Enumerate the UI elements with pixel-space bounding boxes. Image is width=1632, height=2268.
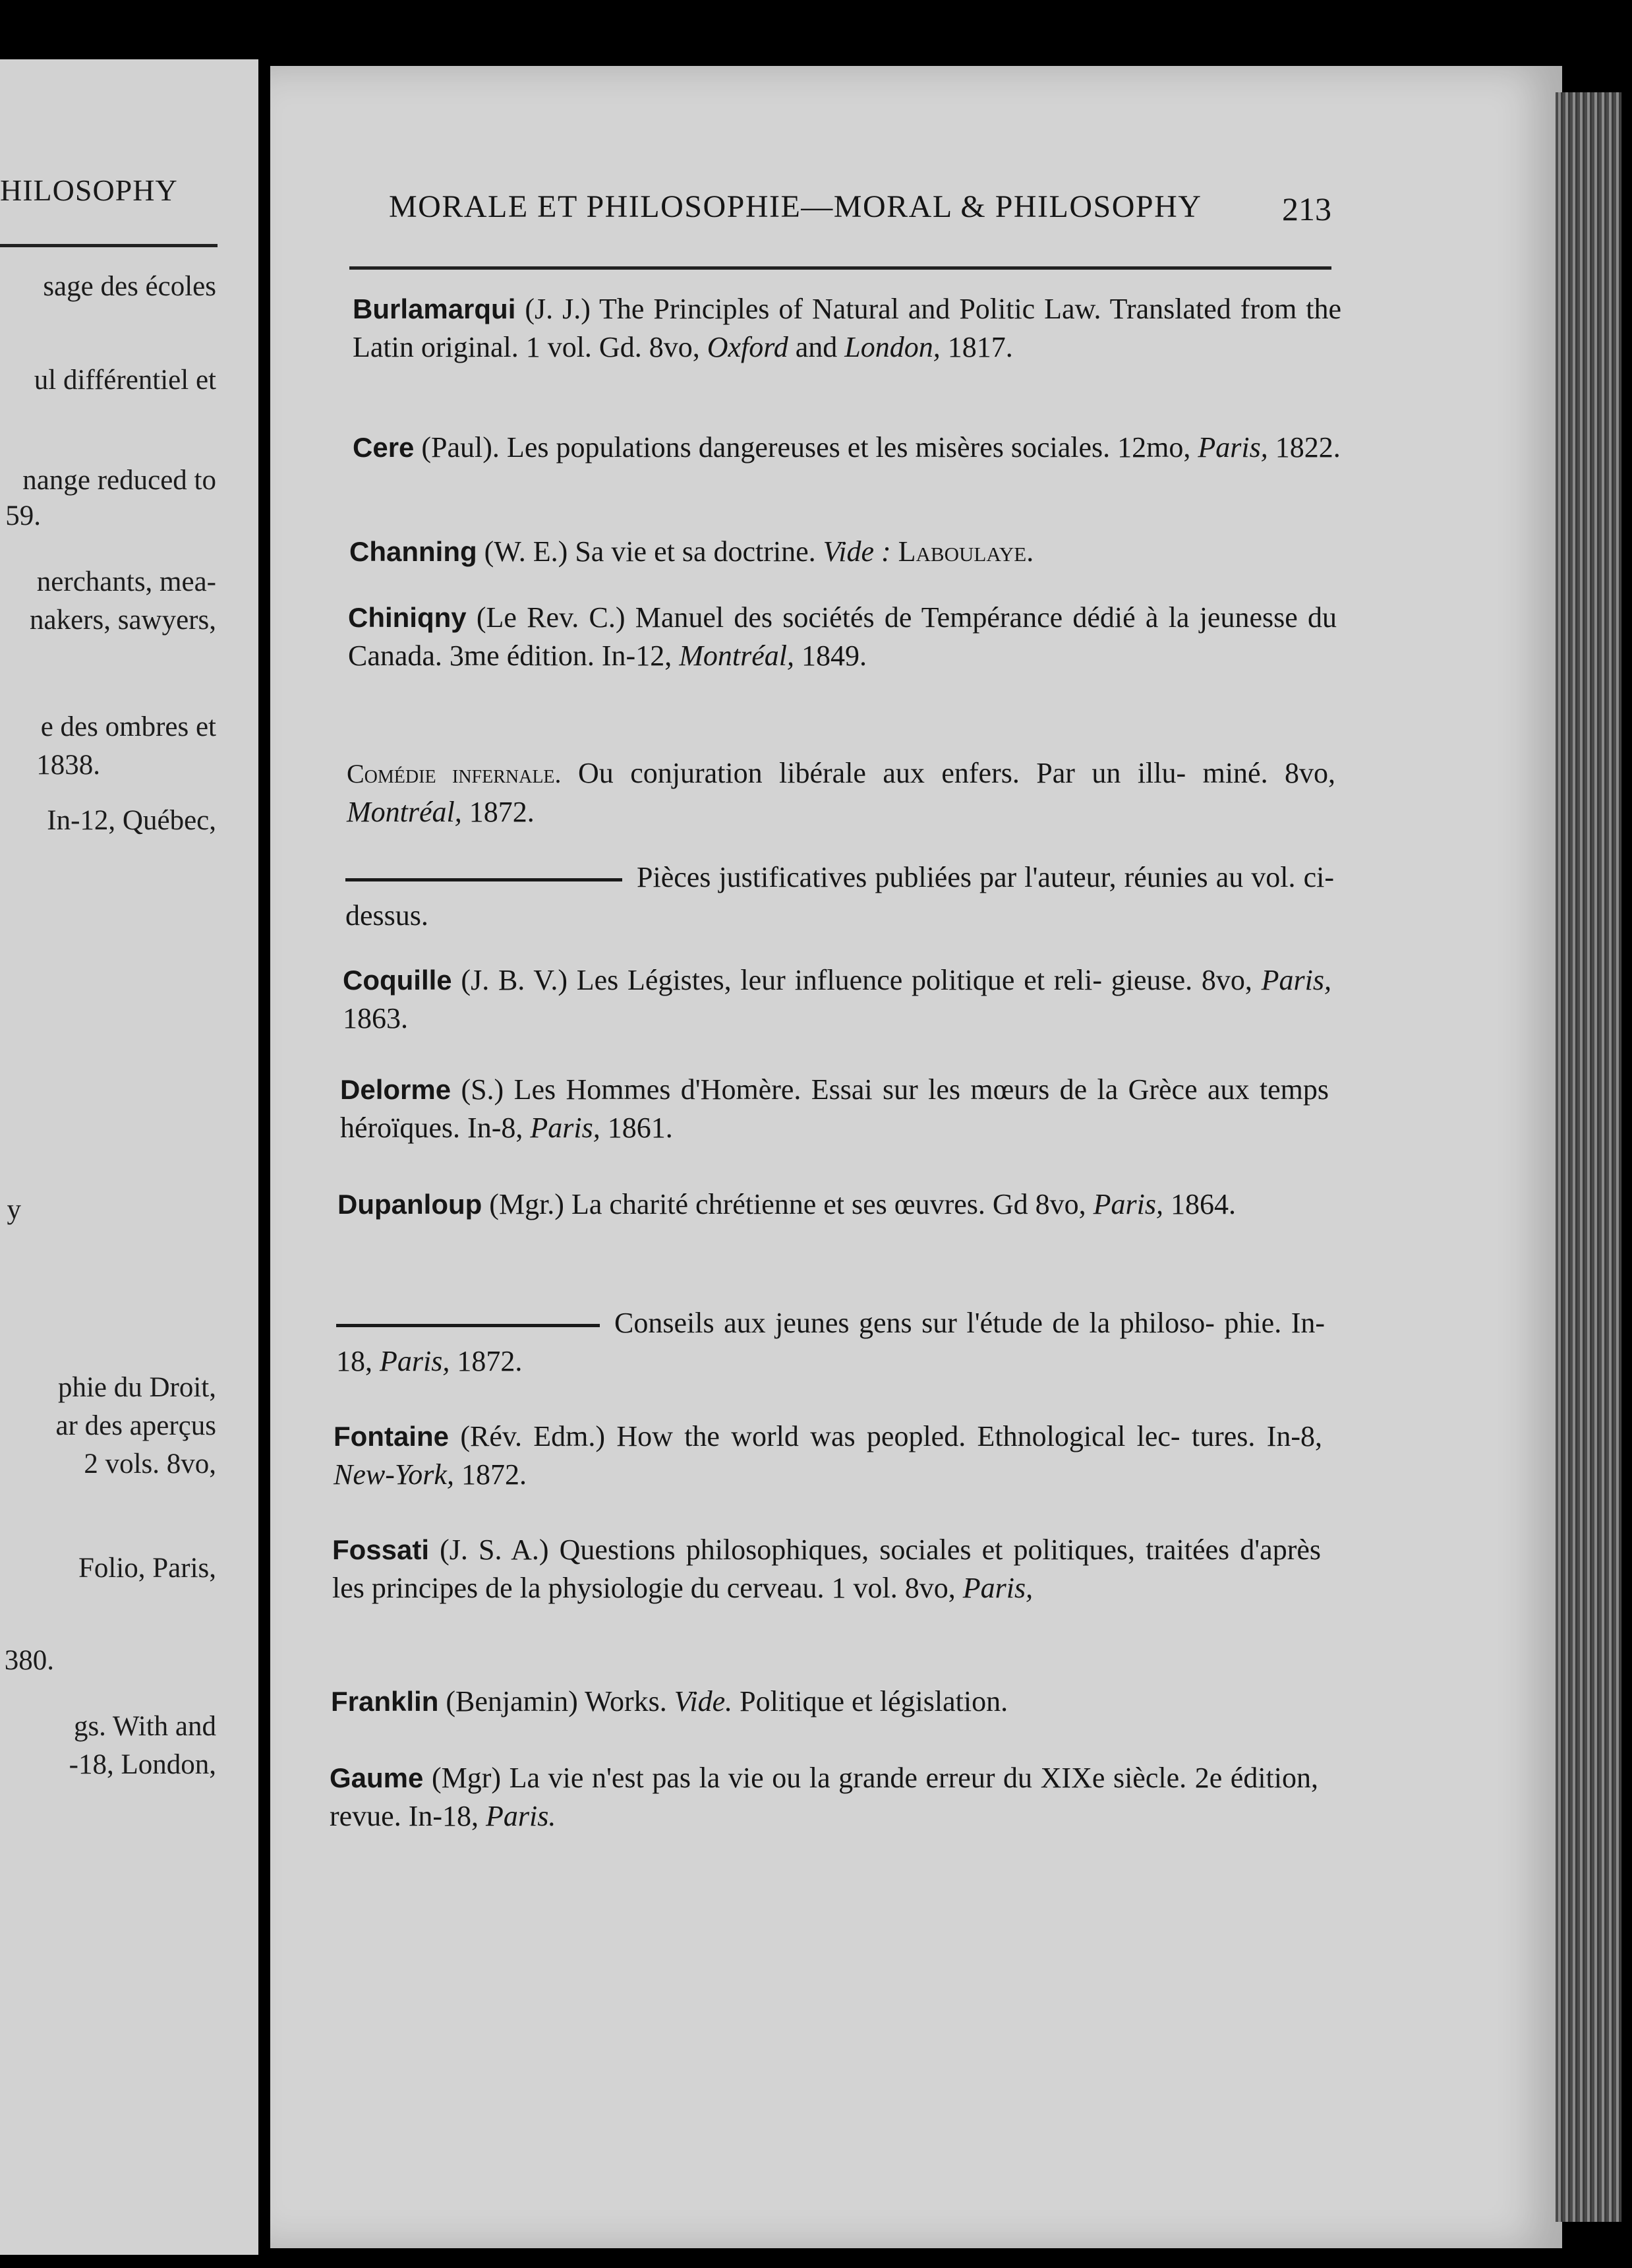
entry-place: Paris, bbox=[962, 1572, 1034, 1604]
entry-pieces-justificatives bbox=[345, 858, 1334, 935]
entry-place: Paris, bbox=[1198, 431, 1268, 463]
entry-year: 1872. bbox=[457, 1345, 523, 1377]
entry-place: Oxford bbox=[707, 331, 788, 363]
entry-franklin bbox=[331, 1683, 1320, 1721]
entry-place: Montréal, bbox=[679, 640, 794, 672]
entry-year: 1872. bbox=[469, 796, 535, 828]
entry-place: London, bbox=[844, 331, 941, 363]
entry-channing bbox=[349, 533, 1338, 571]
entry-place: Paris, bbox=[1261, 964, 1331, 996]
ditto-dash bbox=[336, 1324, 600, 1327]
entry-burlamarqui bbox=[353, 290, 1341, 367]
left-line: gs. With and bbox=[73, 1711, 216, 1742]
left-line: sage des écoles bbox=[43, 271, 216, 302]
entry-chiniqny bbox=[348, 599, 1337, 675]
entry-vide: Vide. bbox=[674, 1685, 733, 1717]
entry-text: (J. J.) The Principles of Natural and Politic Law. Translated from the Latin original. 1 vol. Gd. 8vo, bbox=[353, 293, 1341, 363]
entry-author: Fossati bbox=[332, 1534, 430, 1565]
left-line: -18, London, bbox=[69, 1749, 216, 1780]
entry-text: (Rév. Edm.) How the world was peopled. Ethnological lec- tures. In-8, bbox=[460, 1420, 1323, 1452]
entry-gaume bbox=[330, 1759, 1318, 1835]
entry-place: Paris, bbox=[530, 1112, 600, 1144]
entry-author: Delorme bbox=[340, 1074, 452, 1105]
left-line: 380. bbox=[4, 1645, 54, 1676]
left-line: nakers, sawyers, bbox=[30, 605, 216, 636]
entry-place: Paris, bbox=[1093, 1188, 1164, 1220]
entry-text: (Mgr.) La charité chrétienne et ses œuvres. Gd 8vo, bbox=[489, 1188, 1086, 1220]
entry-reference: Politique et législation. bbox=[740, 1685, 1008, 1717]
entry-text: (J. S. A.) Questions philosophiques, sociales et politiques, traitées d'après les principes de la physiologie du cerveau. 1 vol. 8vo, bbox=[332, 1534, 1321, 1604]
entry-author: Channing bbox=[349, 536, 477, 567]
entry-text: (J. B. V.) Les Légistes, leur influence politique et reli- gieuse. 8vo, bbox=[461, 964, 1252, 996]
entry-comedie-infernale bbox=[347, 754, 1335, 831]
left-line: 2 vols. 8vo, bbox=[84, 1448, 216, 1479]
entry-year: 1864. bbox=[1171, 1188, 1237, 1220]
entry-text: Conseils aux jeunes gens sur l'étude de la philoso- phie. In-18, bbox=[336, 1307, 1325, 1377]
entry-year: 1863. bbox=[343, 1002, 408, 1034]
entry-reference: Laboulaye. bbox=[898, 535, 1034, 568]
left-line: nange reduced to bbox=[22, 465, 216, 496]
entry-year: 1817. bbox=[947, 331, 1013, 363]
left-line: 59. bbox=[5, 500, 41, 531]
entry-place: Montréal, bbox=[347, 796, 462, 828]
entry-year: 1872. bbox=[461, 1458, 527, 1491]
left-line: Folio, Paris, bbox=[78, 1553, 216, 1584]
left-line: nerchants, mea- bbox=[36, 566, 216, 597]
page-number: 213 bbox=[1282, 191, 1331, 227]
entry-place: Paris, bbox=[380, 1345, 450, 1377]
entry-text: (Le Rev. C.) Manuel des sociétés de Tempérance dédié à la jeunesse du Canada. 3me édition. In-12, bbox=[348, 601, 1337, 672]
entry-coquille bbox=[343, 961, 1331, 1038]
entry-fontaine bbox=[334, 1418, 1322, 1494]
entry-text: (Mgr) La vie n'est pas la vie ou la grande erreur du XIXe siècle. 2e édition, revue. In-18, bbox=[330, 1762, 1319, 1832]
entry-author: Franklin bbox=[331, 1686, 439, 1717]
page-title: MORALE ET PHILOSOPHIE—MORAL & PHILOSOPHY bbox=[389, 189, 1202, 224]
left-line: phie du Droit, bbox=[57, 1372, 216, 1403]
entry-author: Dupanloup bbox=[337, 1189, 482, 1220]
entry-author: Cere bbox=[353, 432, 415, 463]
entry-text: (Paul). Les populations dangereuses et les misères sociales. 12mo, bbox=[421, 431, 1191, 463]
entry-cere bbox=[353, 429, 1341, 467]
entry-text: Pièces justificatives publiées par l'auteur, réunies au vol. ci-dessus. bbox=[345, 861, 1334, 932]
left-page-header: HILOSOPHY bbox=[0, 173, 178, 207]
left-line: In-12, Québec, bbox=[47, 805, 216, 836]
left-line: y bbox=[7, 1194, 21, 1225]
entry-place: Paris. bbox=[486, 1800, 556, 1832]
left-line: e des ombres et bbox=[40, 711, 216, 742]
entry-author: Fontaine bbox=[334, 1421, 449, 1452]
entry-year: 1849. bbox=[801, 640, 867, 672]
entry-fossati bbox=[332, 1531, 1321, 1607]
left-line: 1838. bbox=[36, 750, 100, 781]
ditto-dash bbox=[345, 878, 622, 881]
entry-vide: Vide : bbox=[823, 535, 891, 568]
entry-text: (Benjamin) Works. bbox=[446, 1685, 667, 1717]
entry-text: (S.) Les Hommes d'Homère. Essai sur les mœurs de la Grèce aux temps héroïques. In-8, bbox=[340, 1073, 1329, 1144]
entry-place: New-York, bbox=[334, 1458, 454, 1491]
entry-text: Ou conjuration libérale aux enfers. Par un illu- miné. 8vo, bbox=[578, 757, 1336, 789]
entry-year: 1822. bbox=[1275, 431, 1341, 463]
entry-tail: and bbox=[795, 331, 838, 363]
entry-dupanloup-conseils bbox=[336, 1304, 1325, 1381]
entry-text: (W. E.) Sa vie et sa doctrine. bbox=[484, 535, 816, 568]
left-line: ar des aperçus bbox=[55, 1410, 216, 1441]
entry-author: Chiniqny bbox=[348, 602, 467, 633]
entry-dupanloup bbox=[337, 1185, 1326, 1224]
entry-author: Comédie infernale. bbox=[347, 759, 562, 789]
entry-delorme bbox=[340, 1071, 1329, 1147]
entry-author: Burlamarqui bbox=[353, 293, 516, 324]
entry-year: 1861. bbox=[607, 1112, 673, 1144]
entry-author: Gaume bbox=[330, 1762, 424, 1793]
left-line: ul différentiel et bbox=[34, 365, 216, 396]
entry-author: Coquille bbox=[343, 965, 452, 996]
